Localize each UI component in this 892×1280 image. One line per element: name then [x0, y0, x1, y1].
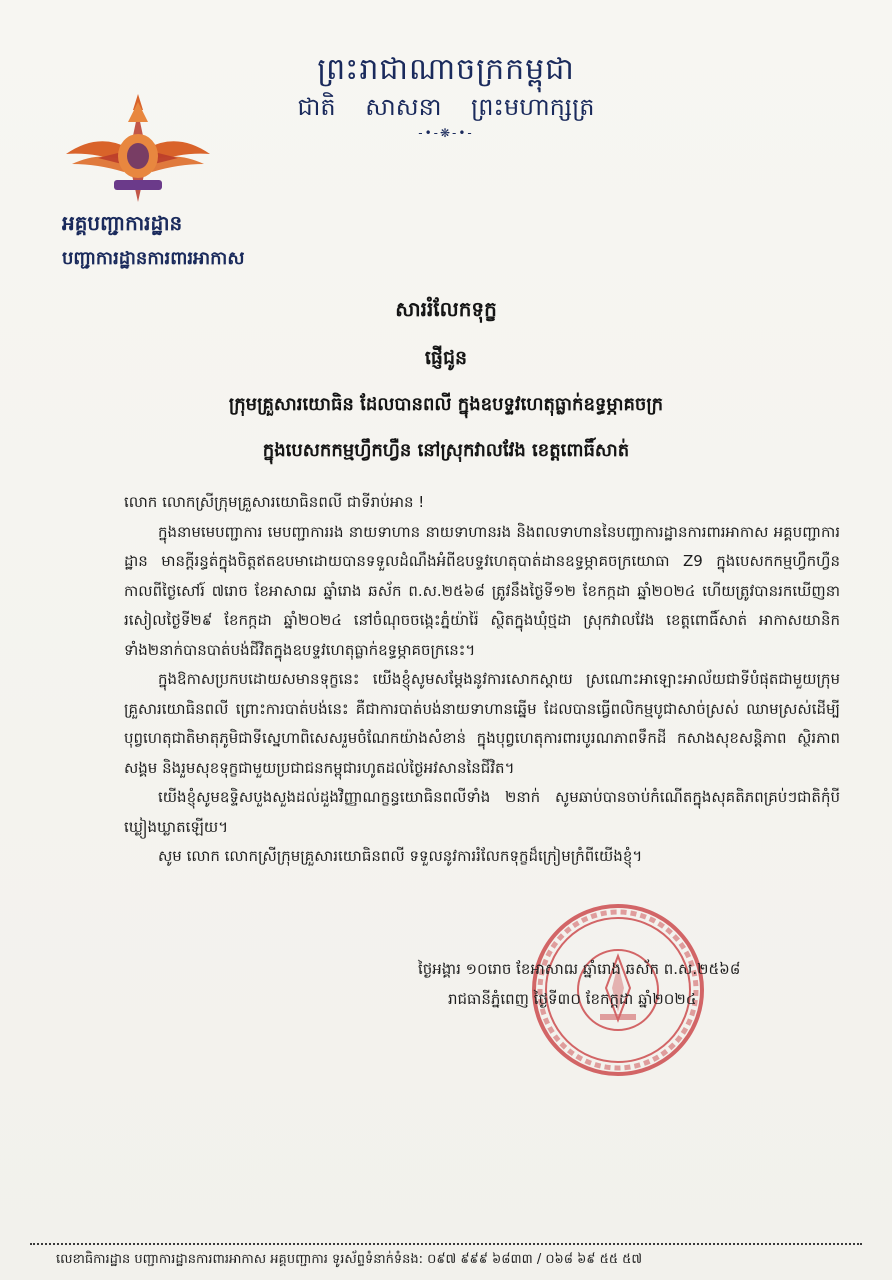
- paragraph-4: សូម លោក លោកស្រីក្រុមគ្រួសារយោធិនពលី ទទួលនូវការរំលែកទុក្ខដ៏ក្រៀមក្រំពីយើងខ្ញុំ។: [158, 847, 643, 865]
- paragraph-1: ក្នុងនាមមេបញ្ជាការ មេបញ្ជាការរង នាយទាហាន នាយទាហានរង និងពលទាហាននៃបញ្ជាការដ្ឋានការពារអាកាស អគ្គបញ្ជាការដ្ឋាន មានក្ដីរន្ធត់ក្នុងចិត្តឥតឧបមាដោយបានទទួលដំណឹងអំពីឧបទ្ទវហេតុបាត់ដានឧទ្ធម្ភាគចក្រយោធា Z9 ក្នុងបេសកកម្មហ្វឹកហ្វឺន កាលពីថ្ងៃសៅរ៍ ៧រោច ខែអាសាឍ ឆ្នាំរោង ឆស័ក ព.ស.២៥៦៨ ត្រូវនឹងថ្ងៃទី១២ ខែកក្កដា ឆ្នាំ២០២៤ ហើយត្រូវបានរកឃើញនារសៀលថ្ងៃទី២៩ ខែកក្កដា ឆ្នាំ២០២៤ នៅចំណុចចង្កេះភ្នំយ៉ារ៉ៃ ស្ថិតក្នុងឃុំថ្មដា ស្រុកវាលវែង ខេត្តពោធិ៍សាត់ អាកាសយានិកទាំង២នាក់បានបាត់បង់ជីវិតក្នុងឧបទ្ទវហេតុធ្លាក់ឧទ្ធម្ភាគចក្រនេះ។: [124, 522, 840, 659]
- kingdom-heading: ព្រះរាជាណាចក្រកម្ពុជា: [317, 52, 575, 87]
- recipient-line-1: ក្រុមគ្រួសារយោធិន ដែលបានពលី ក្នុងឧបទ្ទវហេតុធ្លាក់ឧទ្ធម្ភាគចក្រ: [228, 394, 664, 415]
- paragraph-2: ក្នុងឱកាសប្រកបដោយសមានទុក្ខនេះ យើងខ្ញុំសូមសម្ដែងនូវការសោកស្ដាយ ស្រណោះអាឡោះអាល័យជាទីបំផុតជាមួយក្រុមគ្រួសារយោធិនពលី ព្រោះការបាត់បង់នេះ គឺជាការបាត់បង់នាយទាហានឆ្នើម ដែលបានធ្វើពលិកម្មបូជាសាច់ស្រស់ ឈាមស្រស់ដើម្បីបុព្វហេតុជាតិមាតុភូមិជាទីស្នេហាពិសេសរួមចំណែកយ៉ាងសំខាន់ ក្នុងបុព្វហេតុការពារបូរណភាពទឹកដី កសាងសុខសន្តិភាព ស្ថិរភាព សង្គម និងរួមសុខទុក្ខជាមួយប្រជាជនកម្ពុជារហូតដល់ថ្ងៃអវសាននៃជីវិត។: [124, 670, 840, 777]
- salutation: លោក លោកស្រីក្រុមគ្រួសារយោធិនពលី ជាទីរាប់អាន !: [124, 493, 425, 511]
- org-name-air-defense: បញ្ជាការដ្ឋានការពារអាកាស: [62, 248, 245, 269]
- date-solar: រាជធានីភ្នំពេញ ថ្ងៃទី៣០ ខែកក្កដា ឆ្នាំ២០២៤: [448, 990, 697, 1008]
- paragraph-3: យើងខ្ញុំសូមឧទ្ទិសបួងសួងដល់ដួងវិញ្ញាណក្ខន្ធយោធិនពលីទាំង ២នាក់ សូមឆាប់បានចាប់កំណើតក្នុងសុគតិភពគ្រប់ៗជាតិកុំបីឃ្លៀងឃ្លាតឡើយ។: [124, 788, 840, 836]
- national-motto: ជាតិ សាសនា ព្រះមហាក្សត្រ: [297, 93, 595, 121]
- letter-type-title: សាររំលែកទុក្ខ: [395, 297, 497, 321]
- header-ornament: -•-❋-•-: [418, 126, 474, 140]
- footer-contact: លេខាធិការដ្ឋាន បញ្ជាការដ្ឋានការពារអាកាស អគ្គបញ្ជាការ ទូរស័ព្ទទំនាក់ទំនង: ០៩៧ ៩៩៩ ៦៨៣៣ / ០៦៨ ៦៩ ៥៥ ៥៧: [56, 1252, 643, 1267]
- footer-divider: [30, 1243, 862, 1245]
- recipient-line-2: ក្នុងបេសកកម្មហ្វឹកហ្វឺន នៅស្រុកវាលវែង ខេត្តពោធិ៍សាត់: [262, 440, 630, 461]
- org-name-general-command: អគ្គបញ្ជាការដ្ឋាន: [62, 211, 183, 235]
- date-lunar: ថ្ងៃអង្គារ ១០រោច ខែអាសាឍ ឆ្នាំរោង ឆស័ក ព.ស.២៥៦៨: [418, 960, 741, 978]
- addressed-to-label: ផ្ញើជូន: [424, 347, 468, 369]
- letter-body: [124, 488, 840, 872]
- air-force-emblem-icon: [58, 92, 218, 210]
